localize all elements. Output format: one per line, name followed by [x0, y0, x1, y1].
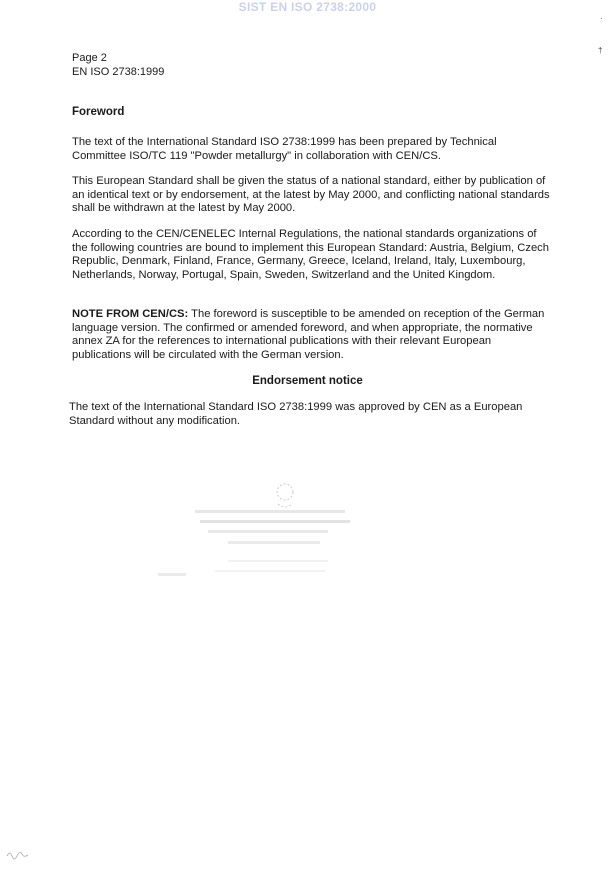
margin-scribble	[6, 848, 30, 860]
document-code: EN ISO 2738:1999	[72, 66, 165, 78]
foreword-paragraph-2: This European Standard shall be given the status of a national standard, either by publication of an identical text or by endorsement, at the latest by May 2000, and conflicting national standards shall be withdrawn at the latest by May 2000.	[72, 175, 550, 214]
foreword-paragraph-1: The text of the International Standard ISO 2738:1999 has been prepared by Technical Committee ISO/TC 119 "Powder metallurgy" in collaboration with CEN/CS.	[72, 136, 497, 162]
faded-stamp-graphic	[150, 478, 380, 588]
endorsement-heading: Endorsement notice	[252, 375, 363, 387]
edge-mark-top: ·	[600, 14, 603, 23]
note-paragraph	[72, 308, 552, 362]
edge-mark-side: †	[598, 46, 603, 55]
note-text: The foreword is susceptible to be amended on reception of the German language version. The confirmed or amended foreword, and when appropriate, the normative annex ZA for the references to international publications with their relevant European publications will be circulated with the German version.	[72, 308, 545, 361]
endorsement-text: The text of the International Standard ISO 2738:1999 was approved by CEN as a European Standard without any modification.	[69, 401, 523, 427]
foreword-paragraph-3: According to the CEN/CENELEC Internal Regulations, the national standards organizations of the following countries are bound to implement this European Standard: Austria, Belgium, Czech Republic, Denmark, Finland, France, Germany, Greece, Iceland, Ireland, Italy, Luxembourg, Netherlands, Norway, Portugal, Spain, Sweden, Switzerland and the United Kingdom.	[72, 228, 549, 281]
running-head	[72, 51, 164, 79]
foreword-heading: Foreword	[72, 106, 125, 118]
page-number: Page 2	[72, 52, 107, 64]
header-watermark: SIST EN ISO 2738:2000	[238, 0, 377, 14]
note-label: NOTE FROM CEN/CS:	[72, 308, 189, 320]
